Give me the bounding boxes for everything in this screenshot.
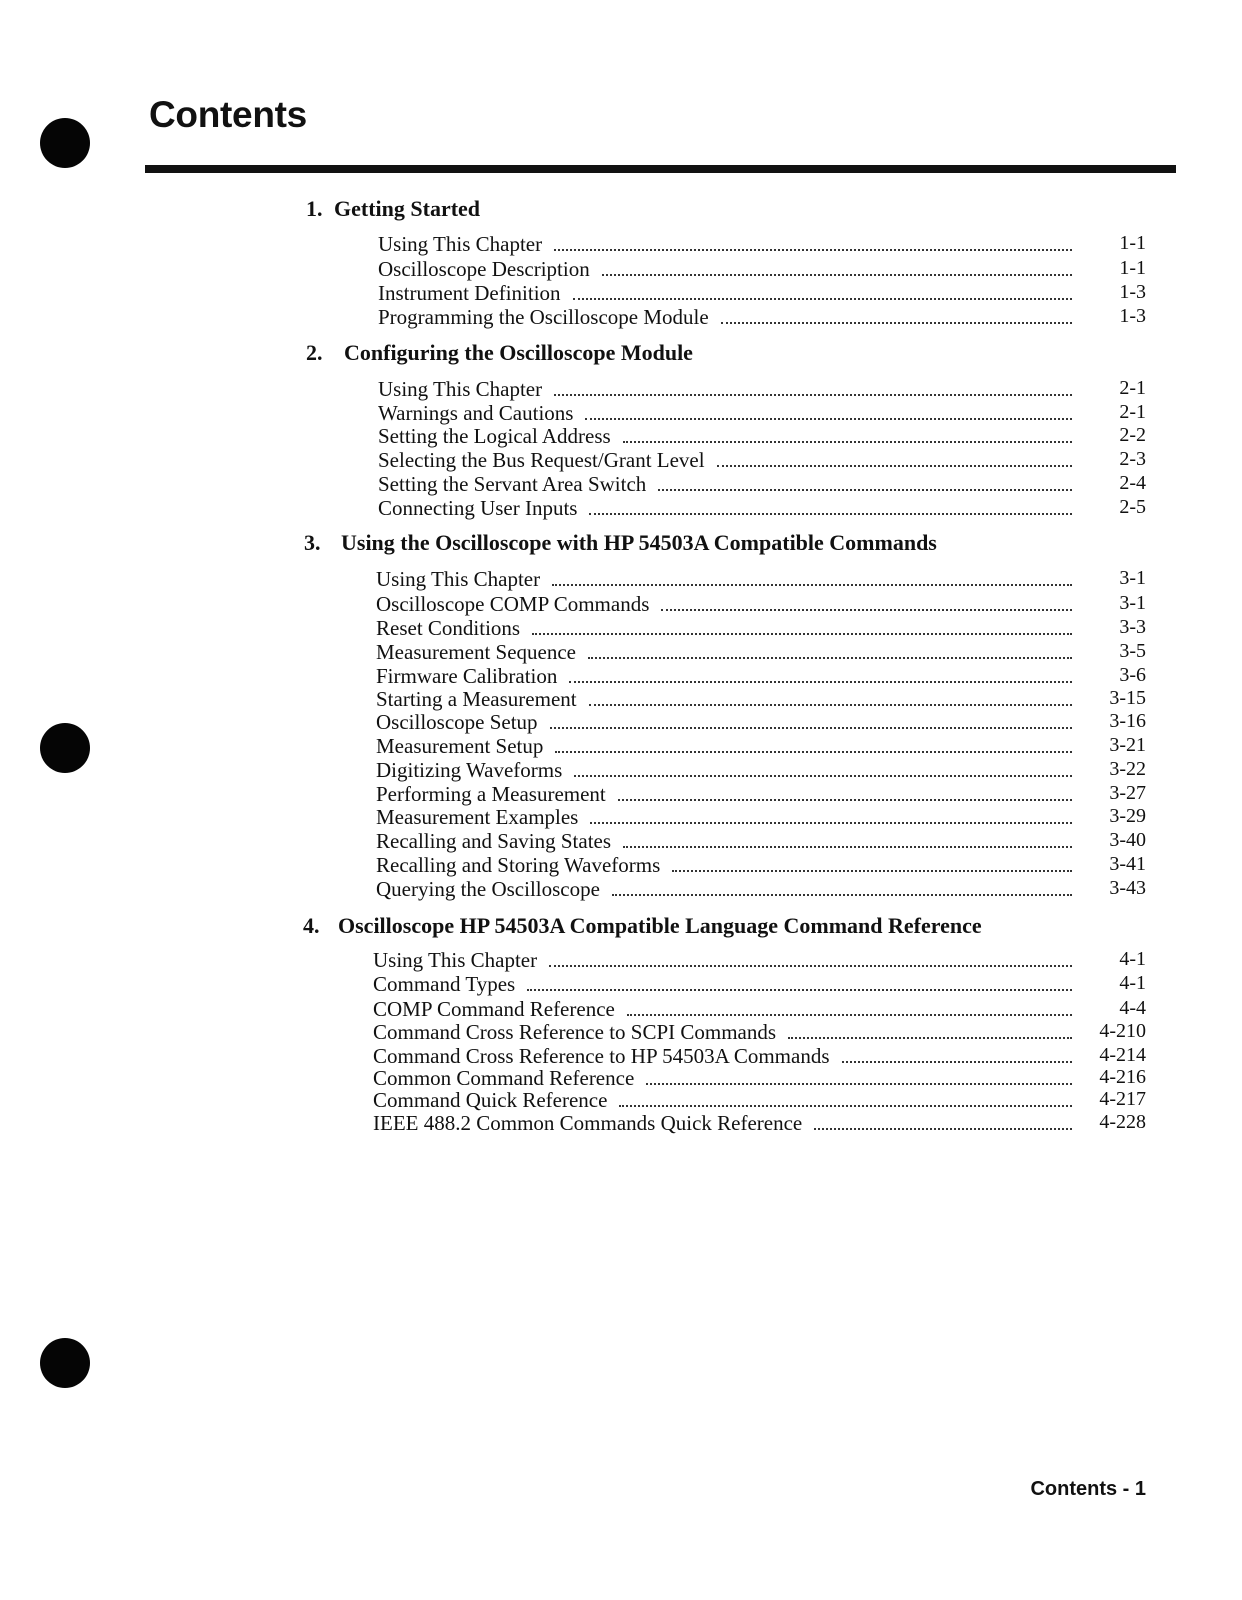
toc-page-number: 4-1 xyxy=(1119,972,1146,994)
toc-page-number: 3-3 xyxy=(1119,616,1146,638)
dot-leader xyxy=(585,417,1072,420)
toc-entry xyxy=(376,687,1072,711)
toc-entry-label: COMP Command Reference xyxy=(373,997,615,1021)
toc-entry-label: Reset Conditions xyxy=(376,616,521,640)
toc-entry-label: Recalling and Saving States xyxy=(376,829,612,853)
toc-entry xyxy=(373,948,1072,972)
toc-entry xyxy=(378,424,1072,448)
dot-leader xyxy=(555,750,1072,753)
toc-entry-label: Command Cross Reference to HP 54503A Commands xyxy=(373,1044,830,1068)
toc-entry-label: Oscilloscope COMP Commands xyxy=(376,592,650,616)
toc-entry xyxy=(376,829,1072,853)
toc-page-number: 4-216 xyxy=(1099,1066,1146,1088)
toc-entry xyxy=(376,877,1072,901)
dot-leader xyxy=(602,273,1072,276)
toc-entry xyxy=(376,664,1072,688)
toc-page-number: 3-22 xyxy=(1109,758,1146,780)
dot-leader xyxy=(618,798,1072,801)
chapter-title: Oscilloscope HP 54503A Compatible Language Command Reference xyxy=(338,913,982,938)
toc-entry xyxy=(376,616,1072,640)
toc-entry xyxy=(373,1044,1072,1068)
page-title: Contents xyxy=(149,94,307,135)
chapter-number: 2. xyxy=(306,340,323,365)
toc-entry-label: Command Cross Reference to SCPI Commands xyxy=(373,1020,777,1044)
toc-entry-label: Using This Chapter xyxy=(378,377,543,401)
chapter-heading xyxy=(306,340,693,366)
toc-page-number: 3-41 xyxy=(1109,853,1146,875)
toc-entry-label: Command Types xyxy=(373,972,516,996)
chapter-number: 1. xyxy=(306,196,323,221)
dot-leader xyxy=(717,464,1072,467)
toc-page-number: 2-2 xyxy=(1119,424,1146,446)
toc-page-number: 3-16 xyxy=(1109,710,1146,732)
dot-leader xyxy=(661,608,1072,611)
toc-entry xyxy=(378,448,1072,472)
dot-leader xyxy=(612,893,1072,896)
toc-page-number: 3-29 xyxy=(1109,805,1146,827)
toc-entry xyxy=(378,281,1072,305)
toc-page-number: 3-1 xyxy=(1119,592,1146,614)
toc-entry xyxy=(373,1066,1072,1090)
dot-leader xyxy=(552,583,1072,586)
toc-page-number: 3-43 xyxy=(1109,877,1146,899)
toc-entry xyxy=(378,305,1072,329)
toc-entry xyxy=(373,972,1072,996)
toc-page-number: 2-4 xyxy=(1119,472,1146,494)
binder-hole-bottom xyxy=(40,1338,90,1388)
toc-page-number: 1-3 xyxy=(1119,305,1146,327)
toc-entry-label: Selecting the Bus Request/Grant Level xyxy=(378,448,705,472)
chapter-heading xyxy=(304,530,937,556)
toc-entry xyxy=(376,782,1072,806)
toc-entry xyxy=(373,1020,1072,1044)
toc-entry-label: Warnings and Cautions xyxy=(378,401,574,425)
toc-page-number: 4-214 xyxy=(1099,1044,1146,1066)
toc-page-number: 2-3 xyxy=(1119,448,1146,470)
toc-page-number: 2-1 xyxy=(1119,377,1146,399)
toc-entry-label: Programming the Oscilloscope Module xyxy=(378,305,709,329)
toc-page-number: 3-6 xyxy=(1119,664,1146,686)
toc-entry xyxy=(376,640,1072,664)
toc-entry xyxy=(378,472,1072,496)
toc-page-number: 2-5 xyxy=(1119,496,1146,518)
toc-entry xyxy=(376,567,1072,591)
toc-entry-label: Setting the Logical Address xyxy=(378,424,611,448)
toc-page-number: 1-3 xyxy=(1119,281,1146,303)
toc-entry-label: Command Quick Reference xyxy=(373,1088,608,1112)
toc-entry-label: Measurement Examples xyxy=(376,805,579,829)
binder-hole-middle xyxy=(40,723,90,773)
dot-leader xyxy=(646,1082,1072,1085)
dot-leader xyxy=(623,845,1072,848)
toc-entry-label: Recalling and Storing Waveforms xyxy=(376,853,661,877)
dot-leader xyxy=(549,964,1072,967)
toc-entry xyxy=(376,853,1072,877)
toc-page-number: 3-5 xyxy=(1119,640,1146,662)
toc-entry-label: Common Command Reference xyxy=(373,1066,635,1090)
dot-leader xyxy=(573,297,1072,300)
toc-page-number: 4-228 xyxy=(1099,1111,1146,1133)
dot-leader xyxy=(623,440,1072,443)
dot-leader xyxy=(554,248,1072,251)
dot-leader xyxy=(550,726,1072,729)
toc-page-number: 4-4 xyxy=(1119,997,1146,1019)
dot-leader xyxy=(574,774,1072,777)
toc-entry xyxy=(376,710,1072,734)
toc-entry-label: Using This Chapter xyxy=(378,232,543,256)
toc-page-number: 3-21 xyxy=(1109,734,1146,756)
dot-leader xyxy=(589,512,1072,515)
toc-entry-label: IEEE 488.2 Common Commands Quick Reference xyxy=(373,1111,803,1135)
toc-entry-label: Using This Chapter xyxy=(373,948,538,972)
toc-entry-label: Setting the Servant Area Switch xyxy=(378,472,647,496)
dot-leader xyxy=(619,1104,1072,1107)
toc-entry-label: Digitizing Waveforms xyxy=(376,758,563,782)
dot-leader xyxy=(814,1127,1072,1130)
toc-page-number: 1-1 xyxy=(1119,257,1146,279)
toc-entry xyxy=(378,401,1072,425)
toc-entry-label: Performing a Measurement xyxy=(376,782,606,806)
toc-entry-label: Starting a Measurement xyxy=(376,687,577,711)
toc-entry-label: Querying the Oscilloscope xyxy=(376,877,600,901)
toc-entry xyxy=(378,377,1072,401)
dot-leader xyxy=(589,703,1072,706)
dot-leader xyxy=(788,1036,1072,1039)
chapter-number: 4. xyxy=(303,913,320,938)
toc-page-number: 3-1 xyxy=(1119,567,1146,589)
dot-leader xyxy=(627,1013,1072,1016)
chapter-heading xyxy=(306,196,480,222)
toc-page-number: 4-1 xyxy=(1119,948,1146,970)
chapter-number: 3. xyxy=(304,530,321,555)
toc-page-number: 1-1 xyxy=(1119,232,1146,254)
toc-page-number: 3-40 xyxy=(1109,829,1146,851)
toc-entry-label: Oscilloscope Description xyxy=(378,257,590,281)
toc-entry-label: Connecting User Inputs xyxy=(378,496,578,520)
dot-leader xyxy=(590,821,1072,824)
toc-entry xyxy=(373,1088,1072,1112)
toc-entry xyxy=(376,592,1072,616)
toc-entry xyxy=(378,232,1072,256)
toc-entry-label: Measurement Sequence xyxy=(376,640,577,664)
toc-entry-label: Instrument Definition xyxy=(378,281,561,305)
toc-entry xyxy=(373,1111,1072,1135)
chapter-title: Configuring the Oscilloscope Module xyxy=(344,340,693,365)
dot-leader xyxy=(588,656,1072,659)
title-rule xyxy=(145,165,1176,173)
toc-entry xyxy=(378,257,1072,281)
dot-leader xyxy=(554,393,1072,396)
toc-entry xyxy=(376,734,1072,758)
toc-page-number: 2-1 xyxy=(1119,401,1146,423)
dot-leader xyxy=(658,488,1072,491)
toc-entry xyxy=(373,997,1072,1021)
toc-entry xyxy=(376,805,1072,829)
chapter-title: Getting Started xyxy=(334,196,481,221)
chapter-title: Using the Oscilloscope with HP 54503A Compatible Commands xyxy=(341,530,937,555)
toc-page-number: 3-27 xyxy=(1109,782,1146,804)
toc-page-number: 4-210 xyxy=(1099,1020,1146,1042)
toc-page-number: 3-15 xyxy=(1109,687,1146,709)
toc-entry xyxy=(376,758,1072,782)
toc-entry-label: Measurement Setup xyxy=(376,734,544,758)
toc-entry xyxy=(378,496,1072,520)
toc-entry-label: Firmware Calibration xyxy=(376,664,558,688)
dot-leader xyxy=(842,1060,1072,1063)
toc-entry-label: Using This Chapter xyxy=(376,567,541,591)
toc-entry-label: Oscilloscope Setup xyxy=(376,710,538,734)
chapter-heading xyxy=(303,913,982,939)
dot-leader xyxy=(672,869,1072,872)
dot-leader xyxy=(527,988,1072,991)
binder-hole-top xyxy=(40,118,90,168)
dot-leader xyxy=(532,632,1072,635)
toc-page-number: 4-217 xyxy=(1099,1088,1146,1110)
dot-leader xyxy=(569,680,1072,683)
dot-leader xyxy=(721,321,1072,324)
page-footer: Contents - 1 xyxy=(1030,1478,1146,1500)
